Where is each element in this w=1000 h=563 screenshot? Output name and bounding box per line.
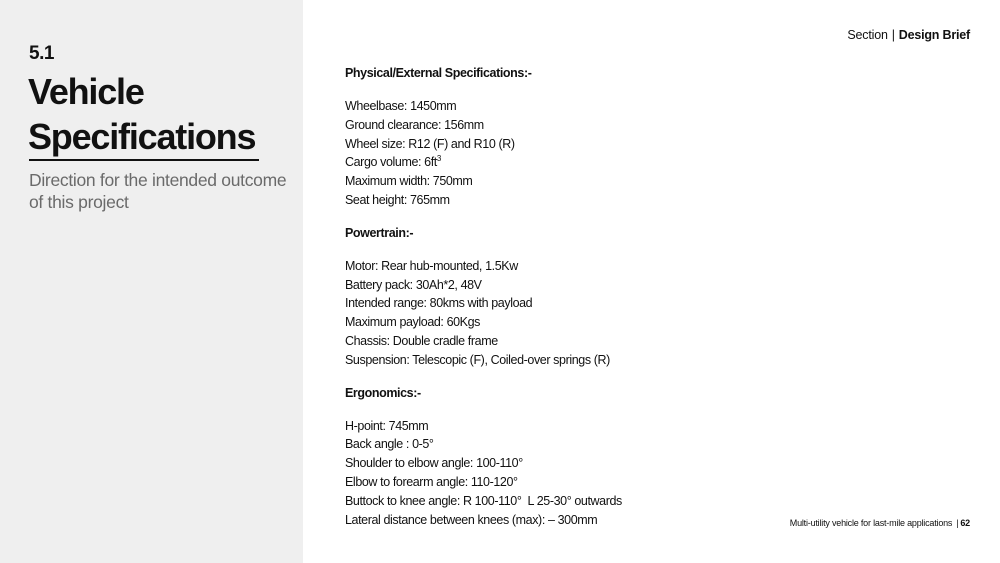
spec-item-buttock-knee-angle: Buttock to knee angle: R 100-110° L 25-30° outwards [345, 493, 622, 508]
left-panel [0, 0, 303, 563]
spec-item-maximum-payload: Maximum payload: 60Kgs [345, 315, 481, 330]
spec-item-suspension: Suspension: Telescopic (F), Coiled-over springs (R) [345, 352, 610, 367]
spec-item-battery-pack: Battery pack: 30Ah*2, 48V [345, 277, 482, 292]
spec-item-motor: Motor: Rear hub-mounted, 1.5Kw [345, 258, 518, 273]
spec-item-ground-clearance: Ground clearance: 156mm [345, 117, 484, 132]
spec-item-shoulder-elbow-angle: Shoulder to elbow angle: 100-110° [345, 456, 523, 471]
spec-item-back-angle: Back angle : 0-5° [345, 437, 434, 452]
page-subtitle: Direction for the intended outcome of this project [29, 170, 287, 212]
spec-item-wheel-size: Wheel size: R12 (F) and R10 (R) [345, 136, 515, 151]
spec-item-intended-range: Intended range: 80kms with payload [345, 296, 533, 311]
physical-specs-list [345, 97, 945, 210]
header-separator: | [891, 28, 895, 42]
specifications-content [345, 64, 945, 543]
powertrain-list [345, 257, 945, 370]
spec-item-cargo-volume [345, 153, 945, 172]
physical-specs-heading: Physical/External Specifications:- [345, 66, 532, 80]
page-title-line2: Specifications [28, 116, 256, 157]
section-header [847, 28, 970, 42]
page-title-line1: Vehicle [28, 71, 144, 112]
section-name: Design Brief [898, 28, 970, 42]
page-footer [790, 518, 970, 528]
spec-item-wheelbase: Wheelbase: 1450mm [345, 99, 457, 113]
spec-item-chassis: Chassis: Double cradle frame [345, 333, 498, 348]
spec-item-h-point: H-point: 745mm [345, 418, 429, 433]
page-number: 62 [960, 518, 970, 528]
section-number: 5.1 [29, 43, 54, 64]
spec-item-maximum-width: Maximum width: 750mm [345, 174, 473, 189]
spec-item-elbow-forearm-angle: Elbow to forearm angle: 110-120° [345, 474, 518, 489]
page-title [28, 69, 298, 159]
cargo-volume-superscript: 3 [436, 154, 441, 164]
title-divider [29, 159, 259, 161]
spec-item-seat-height: Seat height: 765mm [345, 192, 450, 207]
ergonomics-heading: Ergonomics:- [345, 385, 421, 400]
spec-item-lateral-knee-distance: Lateral distance between knees (max): – 300mm [345, 512, 598, 527]
footer-project-title: Multi-utility vehicle for last-mile applications [789, 518, 953, 528]
cargo-volume-text: Cargo volume: 6ft [345, 155, 437, 170]
footer-separator: | [956, 518, 959, 528]
section-label: Section [847, 28, 888, 42]
powertrain-heading: Powertrain:- [345, 225, 414, 240]
ergonomics-list [345, 417, 945, 530]
